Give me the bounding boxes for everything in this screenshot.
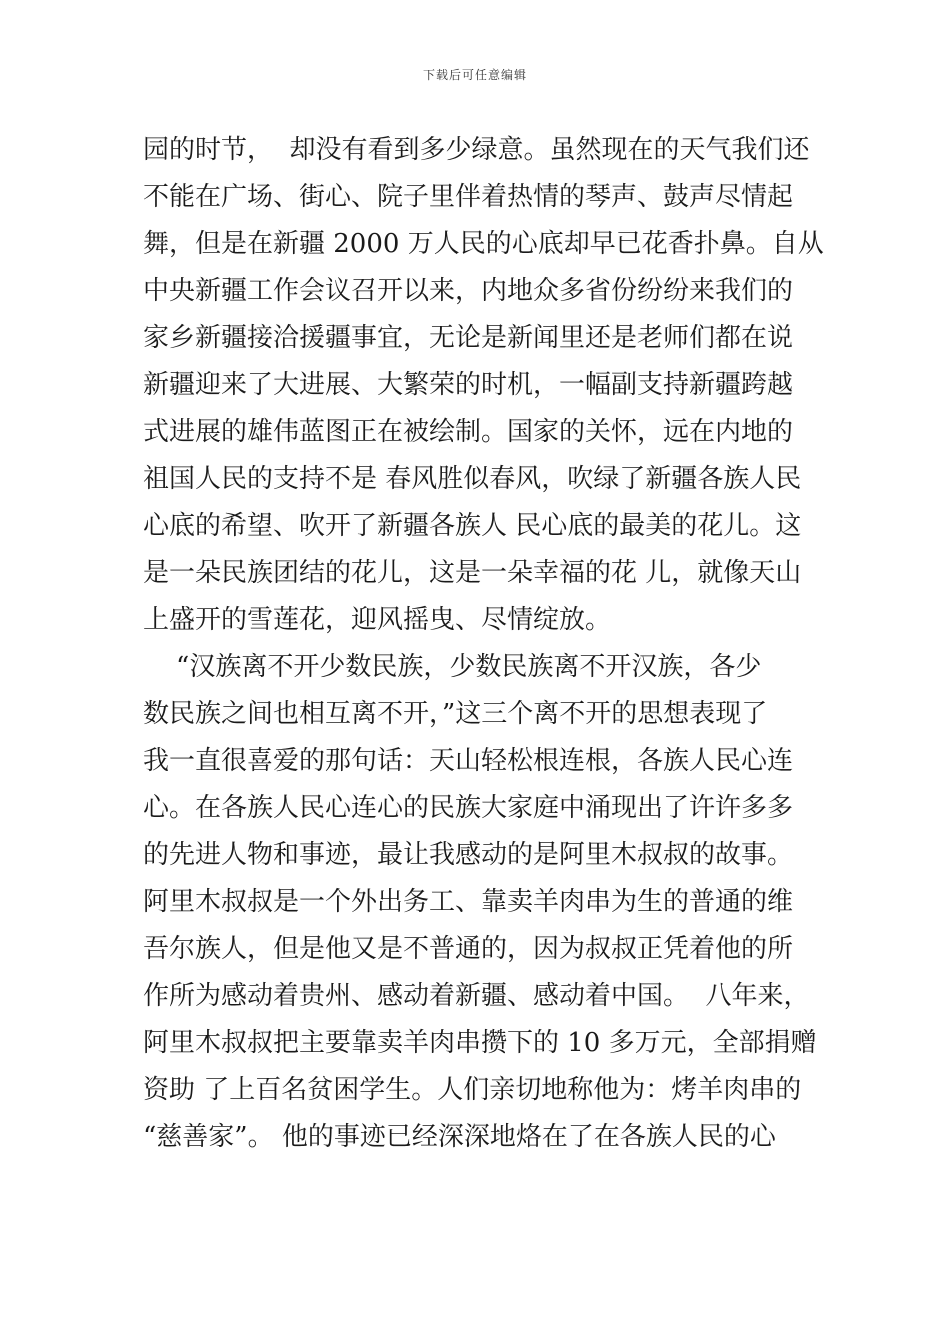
paragraph-line: 的先进人物和事迹，最让我感动的是阿里木叔叔的故事。 (143, 840, 794, 870)
paragraph-line: “汉族离不开少数民族，少数民族离不开汉族，各少 (143, 652, 762, 682)
paragraph-line: 我一直很喜爱的那句话：天山轻松根连根，各族人民心连 (143, 746, 794, 776)
paragraph-line: “慈善家”。 他的事迹已经深深地烙在了在各族人民的心 (143, 1122, 776, 1152)
paragraph-line: 吾尔族人，但是他又是不普通的，因为叔叔正凭着他的所 (143, 934, 794, 964)
paragraph-line: 式进展的雄伟蓝图正在被绘制。国家的关怀，远在内地的 (143, 417, 794, 447)
paragraph-line: 家乡新疆接洽援疆事宜，无论是新闻里还是老师们都在说 (143, 323, 794, 353)
paragraph-line: 作所为感动着贵州、感动着新疆、感动着中国。 八年来， (143, 981, 810, 1011)
paragraph-line: 上盛开的雪莲花，迎风摇曳、尽情绽放。 (143, 605, 612, 635)
header-note: 下载后可任意编辑 (422, 68, 527, 82)
paragraph-line: 不能在广场、街心、院子里伴着热情的琴声、鼓声尽情起 (143, 182, 794, 212)
paragraph-line: 舞，但是在新疆 2000 万人民的心底却早已花香扑鼻。自从 (143, 229, 824, 259)
paragraph-line: 数民族之间也相互离不开，”这三个离不开的思想表现了 (143, 699, 768, 729)
paragraph-line: 资助 了上百名贫困学生。人们亲切地称他为：烤羊肉串的 (143, 1075, 802, 1105)
paragraph-line: 阿里木叔叔把主要靠卖羊肉串攒下的 10 多万元，全部捐赠 (143, 1028, 817, 1058)
paragraph-line: 心底的希望、吹开了新疆各族人 民心底的最美的花儿。这 (143, 511, 802, 541)
paragraph-line: 祖国人民的支持不是 春风胜似春风，吹绿了新疆各族人民 (143, 464, 802, 494)
paragraph-line: 新疆迎来了大进展、大繁荣的时机，一幅副支持新疆跨越 (143, 370, 794, 400)
paragraph-line: 心。在各族人民心连心的民族大家庭中涌现出了许许多多 (143, 793, 794, 823)
paragraph-line: 中央新疆工作会议召开以来，内地众多省份纷纷来我们的 (143, 276, 794, 306)
paragraph-line: 是一朵民族团结的花儿，这是一朵幸福的花 儿，就像天山 (143, 558, 802, 588)
paragraph-line: 园的时节， 却没有看到多少绿意。虽然现在的天气我们还 (143, 135, 810, 165)
paragraph-line: 阿里木叔叔是一个外出务工、靠卖羊肉串为生的普通的维 (143, 887, 794, 917)
